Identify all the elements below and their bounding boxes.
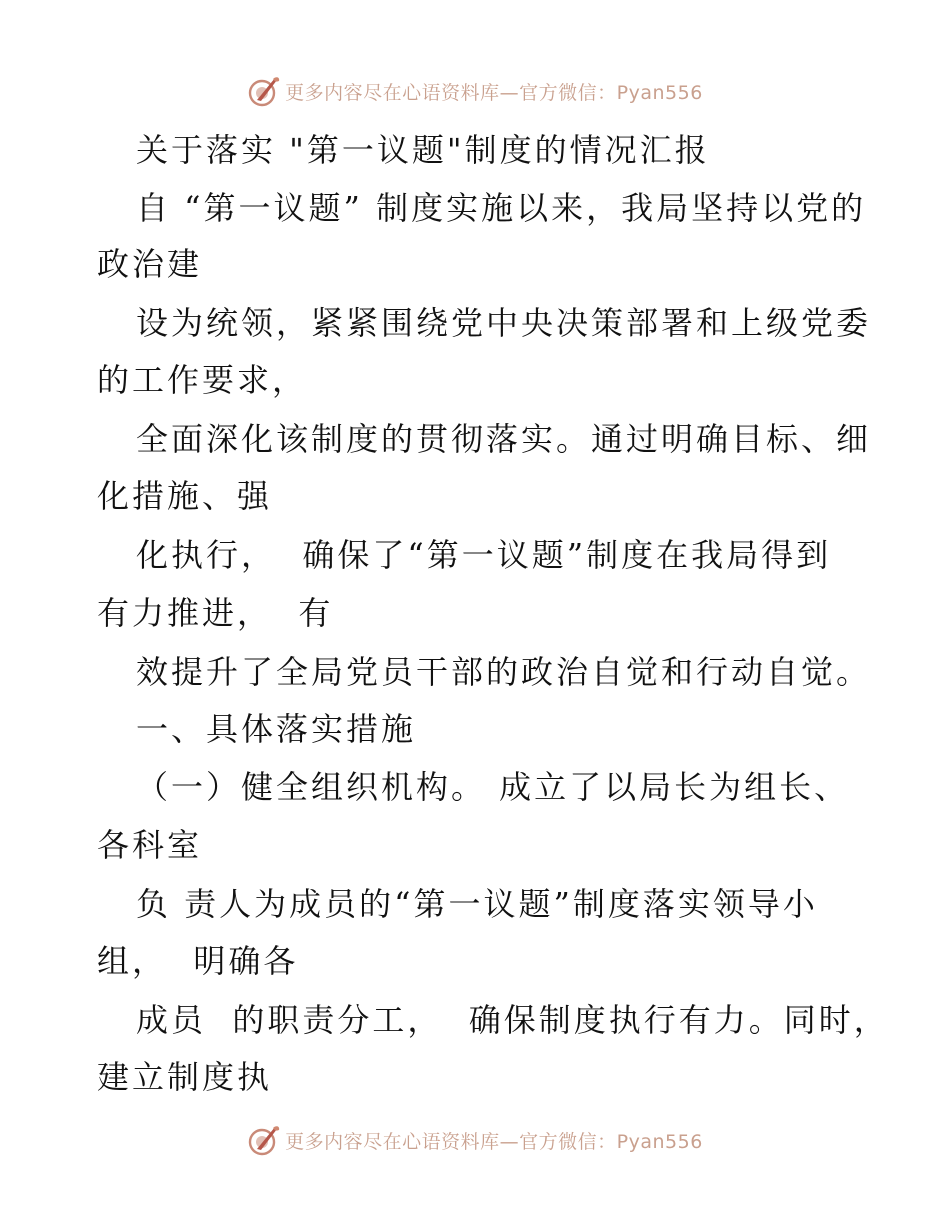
subsection-line: （一）健全组织机构。 成立了以局长为组长、 [136,768,850,806]
paragraph-line: 自 “第一议题” 制度实施以来，我局坚持以党的 [136,189,867,227]
quill-seal-logo-icon [247,1123,281,1157]
watermark-banner-bottom [0,1120,950,1160]
paragraph-line: 组， 明确各 [97,942,299,980]
paragraph-line: 成员 的职责分工， 确保制度执行有力。同时， [136,1001,889,1039]
paragraph-line: 建立制度执 [97,1058,273,1096]
quill-seal-logo-icon [247,74,281,108]
document-title: 关于落实 "第一议题"制度的情况汇报 [136,131,710,169]
watermark-text: 更多内容尽在心语资料库—官方微信：Pyan556 [285,1130,703,1153]
paragraph-line: 全面深化该制度的贯彻落实。通过明确目标、细 [136,420,872,458]
paragraph-line: 各科室 [97,826,203,864]
paragraph-line: 政治建 [97,245,203,283]
paragraph-line: 效提升了全局党员干部的政治自觉和行动自觉。 [136,653,872,691]
watermark-text: 更多内容尽在心语资料库—官方微信：Pyan556 [285,81,703,104]
paragraph-line: 负 责人为成员的“第一议题”制度落实领导小 [136,885,818,923]
paragraph-line: 化措施、强 [97,477,273,515]
paragraph-line: 化执行， 确保了“第一议题”制度在我局得到 [136,536,832,574]
paragraph-line: 有力推进， 有 [97,594,334,632]
section-heading: 一、具体落实措施 [136,710,417,748]
paragraph-line: 设为统领，紧紧围绕党中央决策部署和上级党委 [136,304,872,342]
watermark-banner-top [0,71,950,111]
paragraph-line: 的工作要求， [97,361,308,399]
